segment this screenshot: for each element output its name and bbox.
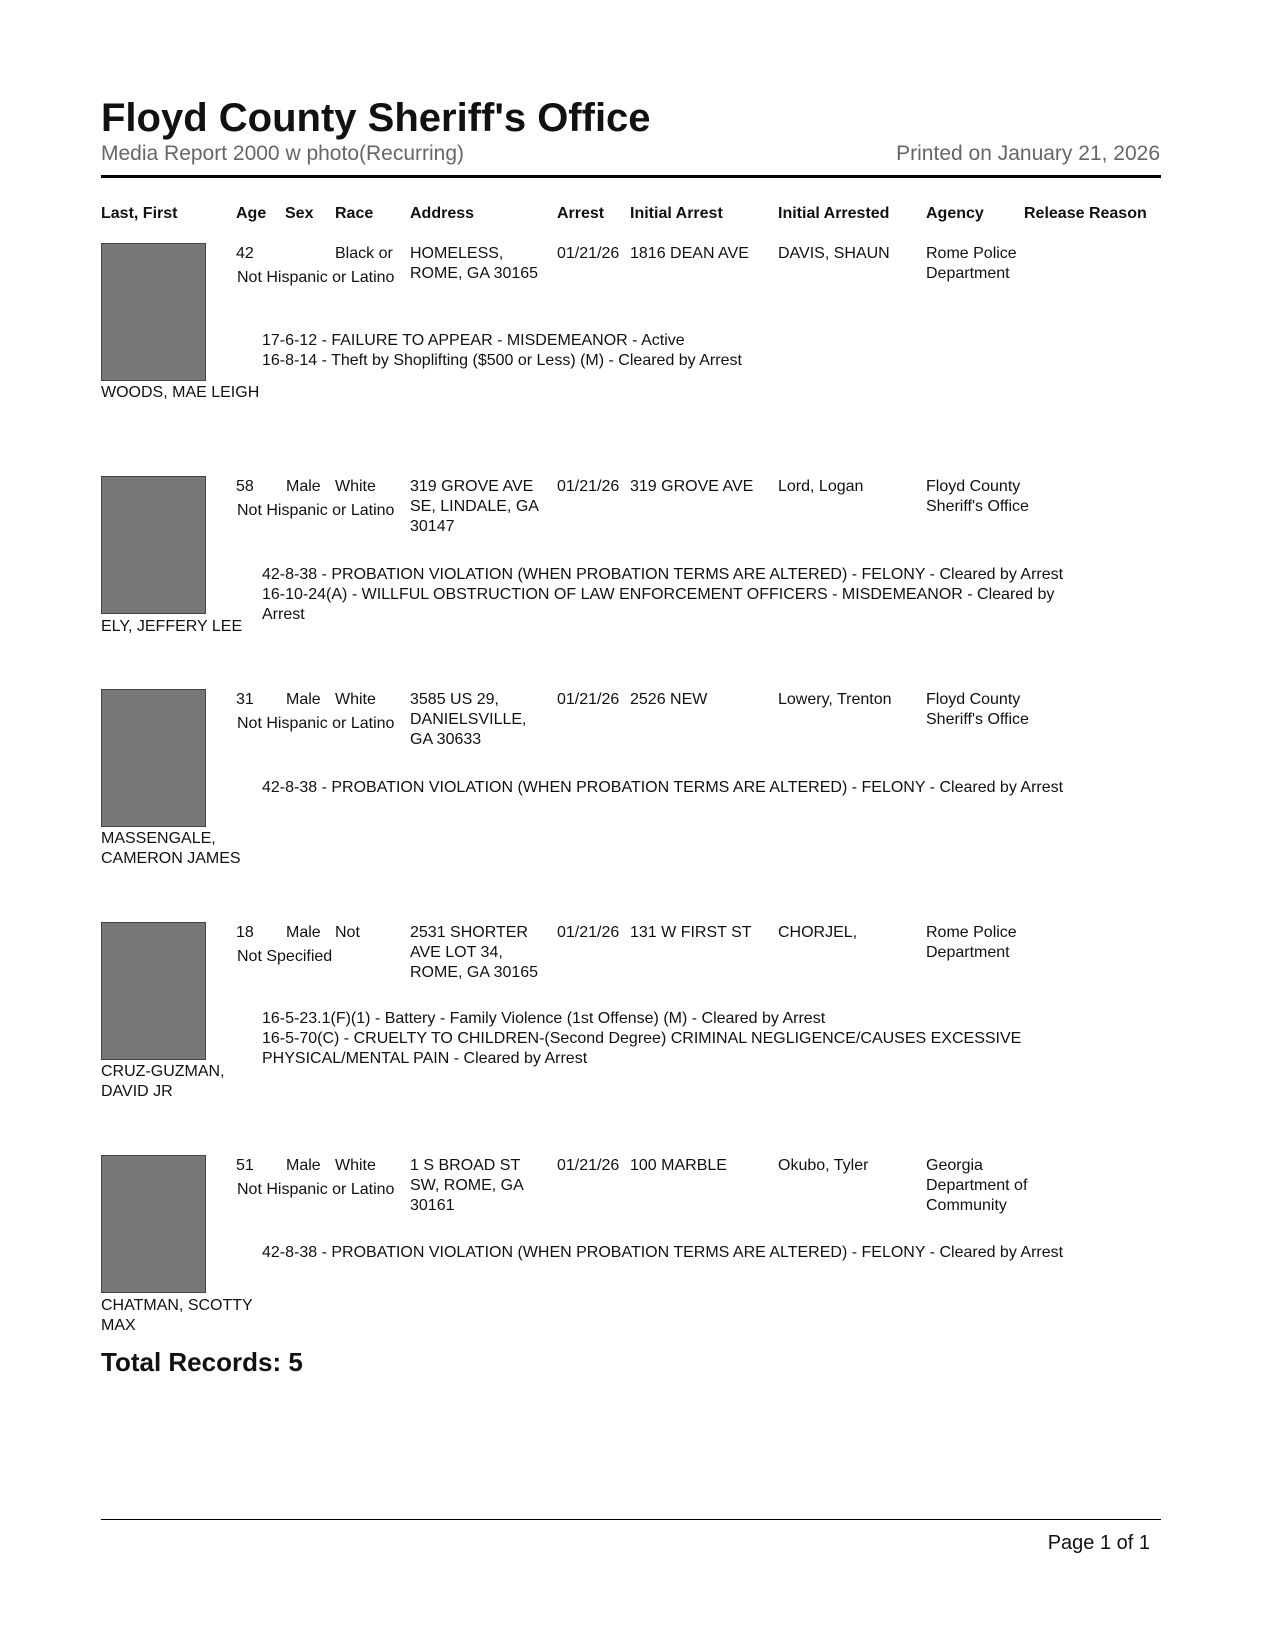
arrest-date: 01/21/26 [557,478,620,495]
footer-rule [101,1519,1161,1520]
col-sex: Sex [285,205,314,222]
initial-arrested: Lowery, Trenton [778,691,892,708]
address: 319 GROVE AVE SE, LINDALE, GA 30147 [410,478,539,535]
person-name: WOODS, MAE LEIGH [101,384,260,401]
charge-item: 16-8-14 - Theft by Shoplifting ($500 or Less) (M) - Cleared by Arrest [262,352,742,369]
age: 18 [236,924,254,941]
arrest-date: 01/21/26 [557,1157,620,1174]
charge-item: 16-10-24(A) - WILLFUL OBSTRUCTION OF LAW ENFORCEMENT OFFICERS - MISDEMEANOR - Cleared by Arrest [262,586,1055,623]
mugshot-photo [101,1155,206,1293]
race: White [335,478,376,495]
initial-arrested: Lord, Logan [778,478,864,495]
sex: Male [286,691,321,708]
agency: Rome Police Department [926,245,1017,282]
agency: Georgia Department of Community [926,1157,1028,1214]
race: Not [335,924,360,941]
charges-list [262,778,1082,798]
address: HOMELESS, ROME, GA 30165 [410,245,539,282]
mugshot-photo [101,922,206,1060]
charges-list [262,331,1082,371]
mugshot-photo [101,476,206,614]
charge-item: 16-5-23.1(F)(1) - Battery - Family Violence (1st Offense) (M) - Cleared by Arrest [262,1010,826,1027]
person-name: MASSENGALE, CAMERON JAMES [101,830,241,867]
sex: Male [286,924,321,941]
race: White [335,1157,376,1174]
initial-arrest: 2526 NEW [630,691,708,708]
age: 31 [236,691,254,708]
address: 3585 US 29, DANIELSVILLE, GA 30633 [410,691,527,748]
agency: Floyd County Sheriff's Office [926,691,1029,728]
page-number: Page 1 of 1 [1047,1532,1150,1554]
col-address: Address [410,205,475,222]
initial-arrested: CHORJEL, [778,924,858,941]
ethnicity: Not Hispanic or Latino [237,502,395,519]
arrest-date: 01/21/26 [557,924,620,941]
col-arrest: Arrest [557,205,605,222]
address: 1 S BROAD ST SW, ROME, GA 30161 [410,1157,523,1214]
charges-list [262,1243,1082,1263]
col-agency: Agency [926,205,984,222]
col-initial-arrest: Initial Arrest [630,205,723,222]
arrest-date: 01/21/26 [557,245,620,262]
ethnicity: Not Hispanic or Latino [237,269,395,286]
initial-arrest: 100 MARBLE [630,1157,727,1174]
charge-item: 16-5-70(C) - CRUELTY TO CHILDREN-(Second Degree) CRIMINAL NEGLIGENCE/CAUSES EXCESSIVE PHYSICAL/MENTAL PAIN - Cleared by Arrest [262,1030,1022,1067]
initial-arrest: 1816 DEAN AVE [630,245,749,262]
person-name: CRUZ-GUZMAN, DAVID JR [101,1063,225,1100]
charges-list [262,1009,1082,1069]
ethnicity: Not Hispanic or Latino [237,1181,395,1198]
person-name: CHATMAN, SCOTTY MAX [101,1297,253,1334]
sex: Male [286,478,321,495]
race: Black or [335,245,393,262]
agency: Rome Police Department [926,924,1017,961]
initial-arrested: Okubo, Tyler [778,1157,869,1174]
charge-item: 42-8-38 - PROBATION VIOLATION (WHEN PROBATION TERMS ARE ALTERED) - FELONY - Cleared by Arrest [262,779,1064,796]
report-title: Floyd County Sheriff's Office [101,96,651,140]
person-name: ELY, JEFFERY LEE [101,618,243,635]
agency: Floyd County Sheriff's Office [926,478,1029,515]
ethnicity: Not Hispanic or Latino [237,715,395,732]
initial-arrest: 319 GROVE AVE [630,478,754,495]
charges-list [262,565,1082,625]
charge-item: 42-8-38 - PROBATION VIOLATION (WHEN PROBATION TERMS ARE ALTERED) - FELONY - Cleared by Arrest [262,1244,1064,1261]
initial-arrested: DAVIS, SHAUN [778,245,890,262]
mugshot-photo [101,243,206,381]
header-rule [101,175,1161,178]
arrest-date: 01/21/26 [557,691,620,708]
initial-arrest: 131 W FIRST ST [630,924,752,941]
address: 2531 SHORTER AVE LOT 34, ROME, GA 30165 [410,924,539,981]
age: 42 [236,245,254,262]
charge-item: 17-6-12 - FAILURE TO APPEAR - MISDEMEANOR - Active [262,332,685,349]
col-race: Race [335,205,374,222]
total-records: Total Records: 5 [101,1347,303,1377]
printed-date: Printed on January 21, 2026 [896,142,1160,165]
report-subtitle: Media Report 2000 w photo(Recurring) [101,142,465,165]
col-age: Age [236,205,267,222]
col-name: Last, First [101,205,178,222]
age: 51 [236,1157,254,1174]
col-release-reason: Release Reason [1024,205,1147,222]
race: White [335,691,376,708]
col-initial-arrested: Initial Arrested [778,205,890,222]
charge-item: 42-8-38 - PROBATION VIOLATION (WHEN PROBATION TERMS ARE ALTERED) - FELONY - Cleared by Arrest [262,566,1064,583]
mugshot-photo [101,689,206,827]
age: 58 [236,478,254,495]
sex: Male [286,1157,321,1174]
ethnicity: Not Specified [237,948,333,965]
